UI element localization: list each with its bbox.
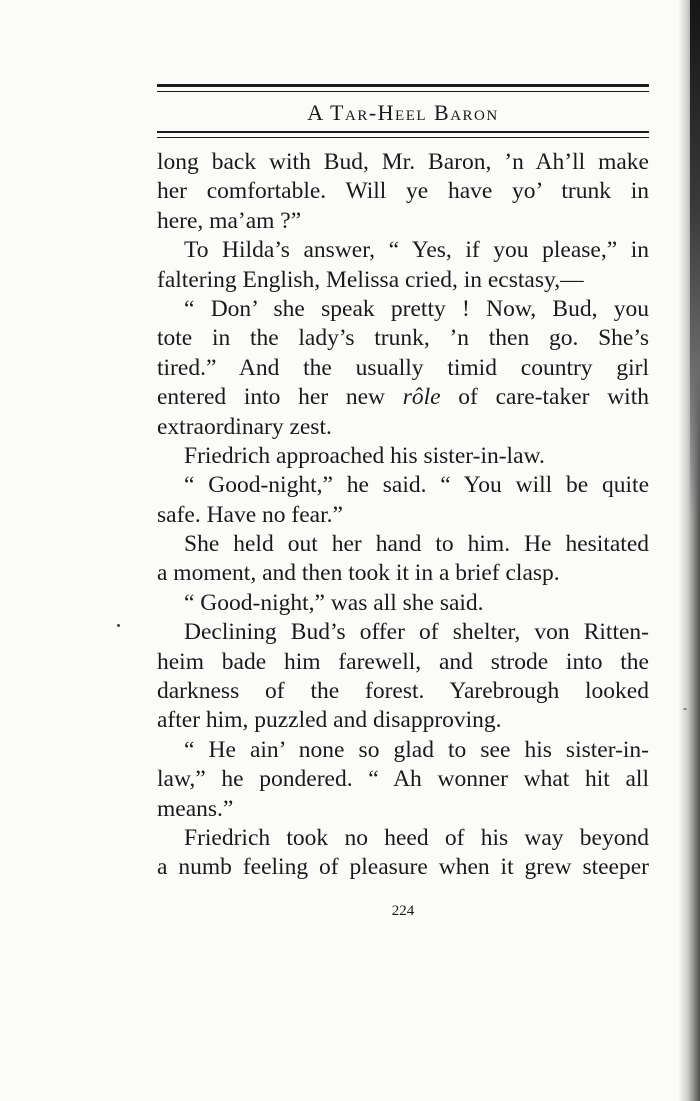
- text-line: To Hilda’s answer, “ Yes, if you please,” in: [184, 237, 649, 264]
- paper-speck: [683, 708, 687, 710]
- header-rule-thick: [157, 131, 649, 133]
- text-line: tote in the lady’s trunk, ’n then go. She’s: [157, 325, 649, 352]
- text-line: “ Don’ she speak pretty ! Now, Bud, you: [184, 295, 649, 322]
- text-line: long back with Bud, Mr. Baron, ’n Ah’ll make: [157, 149, 649, 175]
- text-line: safe. Have no fear.”: [157, 501, 343, 528]
- text-line: a moment, and then took it in a brief clasp.: [157, 560, 560, 587]
- text-line: Friedrich took no heed of his way beyond: [184, 824, 649, 851]
- text-line: entered into her new rôle of care-taker with: [157, 384, 649, 411]
- text-line: darkness of the forest. Yarebrough looked: [157, 678, 649, 705]
- text-line: here, ma’am ?”: [157, 207, 302, 234]
- text-line: “ Good-night,” he said. “ You will be quite: [184, 472, 649, 499]
- top-rule-thin: [157, 91, 649, 92]
- text-line: her comfortable. Will ye have yo’ trunk in: [157, 178, 649, 205]
- text-line: a numb feeling of pleasure when it grew steeper: [157, 854, 649, 881]
- text-line: “ He ain’ none so glad to see his sister-in-: [184, 736, 649, 763]
- text-line: Friedrich approached his sister-in-law.: [184, 442, 545, 469]
- page-edge-binding: [690, 0, 700, 520]
- text-line: means.”: [157, 795, 234, 822]
- top-rule-thick: [157, 84, 649, 87]
- text-line: extraordinary zest.: [157, 413, 332, 440]
- header-rule-thin: [157, 137, 649, 138]
- page-number: 224: [391, 903, 415, 919]
- text-line: She held out her hand to him. He hesitated: [184, 531, 649, 558]
- running-head: A Tar-Heel Baron: [307, 100, 499, 125]
- italic-word: rôle: [402, 384, 441, 411]
- text-line: after him, puzzled and disapproving.: [157, 707, 502, 734]
- text-line: heim bade him farewell, and strode into the: [157, 648, 649, 675]
- body-text: [157, 148, 649, 883]
- text-line: faltering English, Melissa cried, in ecstasy,—: [157, 266, 584, 293]
- text-line: Declining Bud’s offer of shelter, von Ritten-: [184, 619, 649, 646]
- paper-speck: [117, 624, 120, 627]
- text-line: law,” he pondered. “ Ah wonner what hit all: [157, 766, 649, 793]
- text-line: tired.” And the usually timid country girl: [157, 354, 649, 381]
- text-line: “ Good-night,” was all she said.: [184, 589, 484, 616]
